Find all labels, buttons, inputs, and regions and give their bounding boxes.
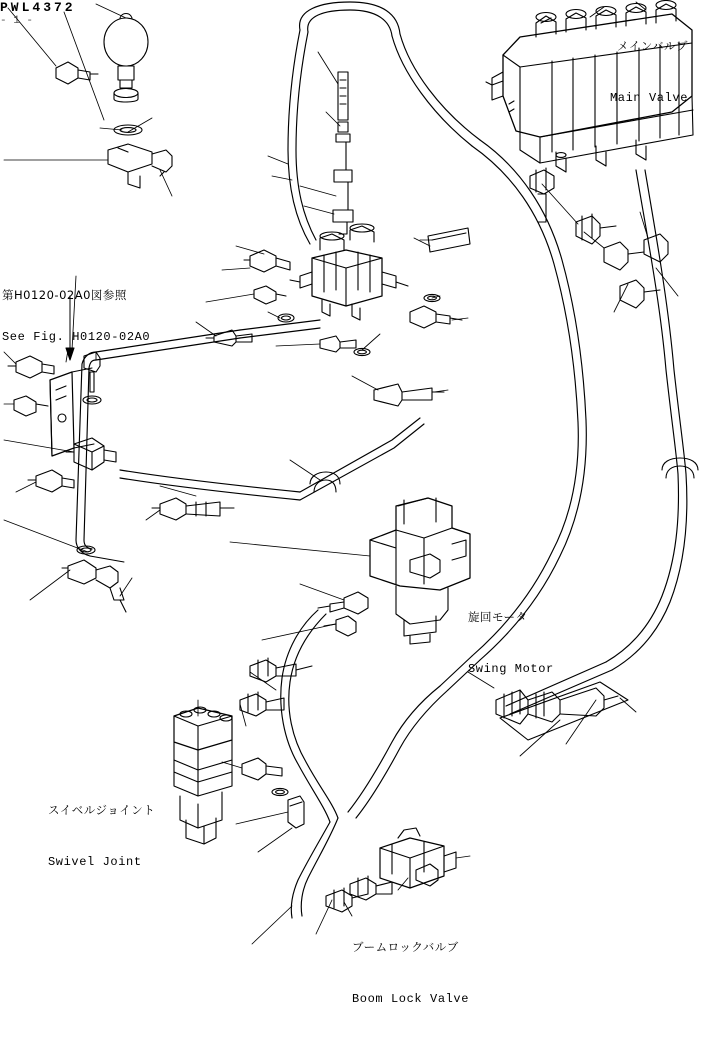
bracket-plate xyxy=(8,352,116,492)
vertical-hose-stubs xyxy=(333,72,353,234)
label-main-valve-jp: メインバルブ xyxy=(617,38,688,53)
bolt-top-left xyxy=(56,62,98,84)
hose-clamp-left xyxy=(310,472,340,492)
swivel-hose xyxy=(281,610,338,822)
drawing-number: PWL4372 xyxy=(0,0,76,15)
label-boom-lock-valve-en: Boom Lock Valve xyxy=(352,992,470,1007)
accumulator xyxy=(104,14,148,103)
mid-left-hose-fittings xyxy=(152,498,234,520)
label-swing-motor-jp: 旋回モータ xyxy=(468,609,528,624)
swivel-fittings xyxy=(240,658,312,828)
upper-hose-loop xyxy=(288,2,480,244)
label-swing-motor xyxy=(468,573,554,714)
page-mark: - 1 - xyxy=(0,15,34,27)
label-main-valve xyxy=(610,2,688,143)
hose-clamp-right xyxy=(662,458,698,478)
label-swivel-joint-en: Swivel Joint xyxy=(48,855,142,870)
swing-motor xyxy=(370,498,470,644)
elbow-fitting-left xyxy=(108,144,172,188)
elbow-hose-lower-left xyxy=(62,560,126,612)
swivel-joint xyxy=(174,707,232,844)
control-valve-block xyxy=(290,224,408,320)
label-figure-reference-en: See Fig. H0120-02A0 xyxy=(2,329,151,344)
label-figure-reference-jp: 第H0120-02A0図参照 xyxy=(2,288,127,303)
label-swivel-joint-jp: スイベルジョイント xyxy=(48,802,156,817)
boom-lock-valve xyxy=(326,828,456,912)
label-boom-lock-valve xyxy=(352,903,469,1044)
label-main-valve-en: Main Valve xyxy=(609,91,688,106)
label-swivel-joint xyxy=(48,766,155,907)
label-figure-reference xyxy=(2,262,150,371)
label-swing-motor-en: Swing Motor xyxy=(468,662,554,677)
fittings-cluster-center xyxy=(206,228,470,406)
label-boom-lock-valve-jp: ブームロックバルブ xyxy=(352,939,459,954)
